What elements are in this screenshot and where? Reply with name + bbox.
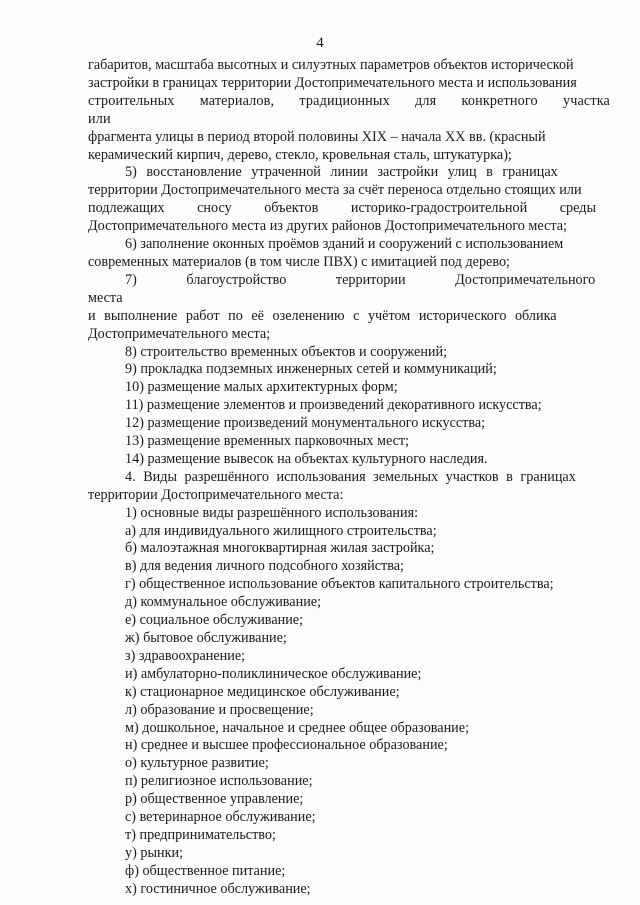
list-item: г) общественное использование объектов капитального строительства; [125,576,554,593]
list-item: 8) строительство временных объектов и сооружений; [125,343,448,360]
list-item: 12) размещение произведений монументального искусства; [125,415,486,432]
list-item: ж) бытовое обслуживание; [125,630,287,646]
list-item: 13) размещение временных парковочных мест; [125,433,410,450]
page-number: 4 [316,35,324,51]
list-item: б) малоэтажная многоквартирная жилая застройка; [125,540,435,557]
list-item: н) среднее и высшее профессиональное образование; [125,737,448,754]
list-item: р) общественное управление; [125,791,304,808]
paragraph-line: подлежащих сносу объектов историко-градостроительной среды [88,200,596,217]
paragraph-line: территории Достопримечательного места: [88,486,344,503]
list-item-5-line: 5) восстановление утраченной линии застройки улиц в границах [125,164,558,181]
paragraph-line: Достопримечательного места из других районов Достопримечательного места; [88,218,567,235]
section-4-heading-line: 4. Виды разрешённого использования земельных участков в границах [125,468,576,485]
list-item: к) стационарное медицинское обслуживание; [125,683,400,700]
list-item: м) дошкольное, начальное и среднее общее образование; [125,719,470,736]
list-item-6-line: 6) заполнение оконных проёмов зданий и сооружений с использованием [125,236,564,253]
list-item: п) религиозное использование; [125,773,313,790]
list-item: ф) общественное питание; [125,862,286,879]
list-item: и) амбулаторно-поликлиническое обслуживание; [125,665,422,682]
list-item: д) коммунальное обслуживание; [125,594,322,611]
list-item: 9) прокладка подземных инженерных сетей и коммуникаций; [125,361,497,378]
list-item: х) гостиничное обслуживание; [125,880,311,897]
paragraph-line: фрагмента улицы в период второй половины XIX – начала XX вв. (красный [88,128,546,145]
paragraph-line: территории Достопримечательного места за счёт переноса отдельно стоящих или [88,182,582,199]
list-item: 1) основные виды разрешённого использования: [125,504,419,521]
list-item: з) здравоохранение; [125,647,246,664]
list-item: в) для ведения личного подсобного хозяйства; [125,558,404,575]
paragraph-line: и выполнение работ по её озеленению с учётом исторического облика [88,307,557,324]
paragraph-line: Достопримечательного места; [88,325,271,342]
list-item: о) культурное развитие; [125,755,269,772]
document-body [88,57,610,899]
list-item: е) социальное обслуживание; [125,612,304,629]
list-item: с) ветеринарное обслуживание; [125,809,316,826]
list-item: 10) размещение малых архитектурных форм; [125,379,398,396]
list-item: л) образование и просвещение; [125,701,314,718]
list-item: 14) размещение вывесок на объектах культурного наследия. [125,450,488,467]
paragraph-line: керамический кирпич, дерево, стекло, кровельная сталь, штукатурка); [88,146,512,163]
list-item: 11) размещение элементов и произведений декоративного искусства; [125,397,542,414]
paragraph-line: современных материалов (в том числе ПВХ) с имитацией под дерево; [88,253,510,270]
paragraph-line: застройки в границах территории Достопримечательного места и использования [88,74,577,91]
list-item: у) рынки; [125,844,184,861]
list-item-7-line: 7) благоустройство территории Достопримечательного места [88,271,596,306]
paragraph-line: строительных материалов, традиционных для конкретного участка или [88,92,610,127]
list-item: т) предпринимательство; [125,826,276,843]
list-item: а) для индивидуального жилищного строительства; [125,522,437,539]
paragraph-line: габаритов, масштаба высотных и силуэтных параметров объектов исторической [88,57,574,73]
